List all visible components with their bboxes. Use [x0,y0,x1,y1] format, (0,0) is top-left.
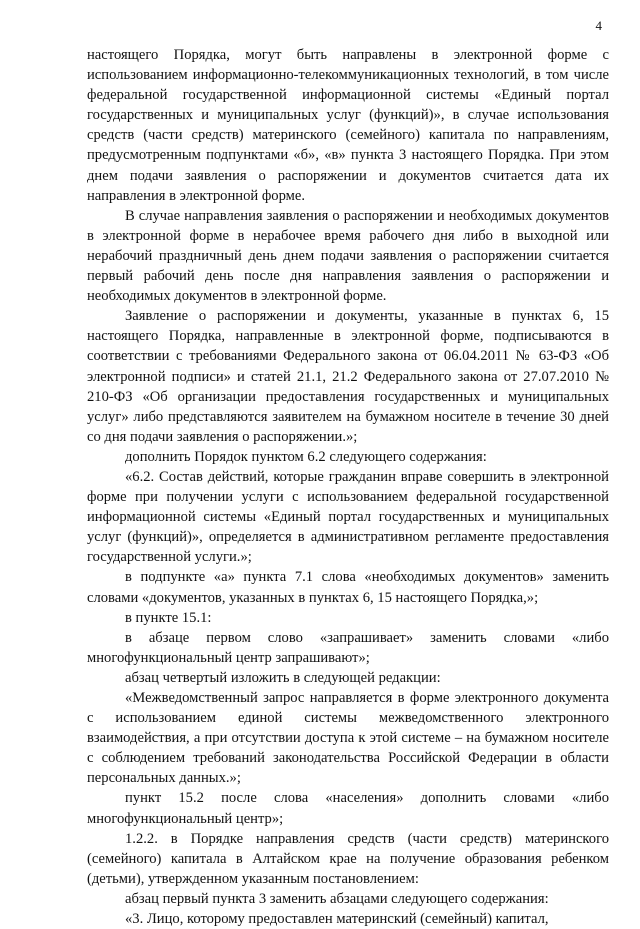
page-number: 4 [595,18,602,33]
paragraph: дополнить Порядок пунктом 6.2 следующего содержания: [125,448,487,465]
paragraph: В случае направления заявления о распоряжении и необходимых документов в электронной форме в нерабочее время рабочего дня либо в выходной или нерабочий праздничный день днем подачи заявления о распоряжении считается первый рабочий день после дня направления заявления о распоряжении и необходимых документов в электронной форме. [87,207,609,305]
paragraph: «6.2. Состав действий, которые гражданин вправе совершить в электронной форме при получении услуги с использованием федеральной государственной информационной системы «Единый портал государственных и муниципальных услуг (функций)», определяется в административном регламенте предоставления государственной услуги.»; [87,468,609,566]
paragraph: «Межведомственный запрос направляется в форме электронного документа с использованием единой системы межведомственного электронного взаимодействия, а при отсутствии доступа к этой системе – на бумажном носителе с соблюдением требований законодательства Российской Федерации в области персональных данных.»; [87,690,609,787]
paragraph: в абзаце первом слово «запрашивает» заменить словами «либо многофункциональный центр запрашивают»; [87,629,609,666]
document-body [87,45,609,929]
paragraph: настоящего Порядка, могут быть направлены в электронной форме с использованием информационно-телекоммуникационных технологий, в том числе федеральной государственной информационной системы «Единый портал государственных и муниципальных услуг (функций)», в случае использования средств (части средств) материнского (семейного) капитала по направлениям, предусмотренным подпунктами «б», «в» пункта 3 настоящего Порядка. При этом днем подачи заявления о распоряжении и документов считается дата их направления в электронной форме. [87,47,609,204]
paragraph: абзац четвертый изложить в следующей редакции: [125,669,441,686]
paragraph: «3. Лицо, которому предоставлен материнский (семейный) капитал, [125,911,549,928]
paragraph: пункт 15.2 после слова «населения» дополнить словами «либо многофункциональный центр»; [87,790,609,827]
paragraph: абзац первый пункта 3 заменить абзацами следующего содержания: [125,890,549,907]
paragraph: в подпункте «а» пункта 7.1 слова «необходимых документов» заменить словами «документов, указанных в пунктах 6, 15 настоящего Порядка,»; [87,569,609,606]
paragraph: 1.2.2. в Порядке направления средств (части средств) материнского (семейного) капитала в Алтайском крае на получение образования ребенком (детьми), утвержденном указанным постановлением: [87,830,609,887]
paragraph: Заявление о распоряжении и документы, указанные в пунктах 6, 15 настоящего Порядка, направленные в электронной форме, подписываются в соответствии с требованиями Федерального закона от 06.04.2011 № 63-ФЗ «Об электронной подписи» и статей 21.1, 21.2 Федерального закона от 27.07.2010 № 210-ФЗ «Об организации предоставления государственных и муниципальных услуг» либо представляются заявителем на бумажном носителе в течение 30 дней со дня подачи заявления о распоряжении.»; [87,308,609,445]
paragraph: в пункте 15.1: [125,609,212,626]
